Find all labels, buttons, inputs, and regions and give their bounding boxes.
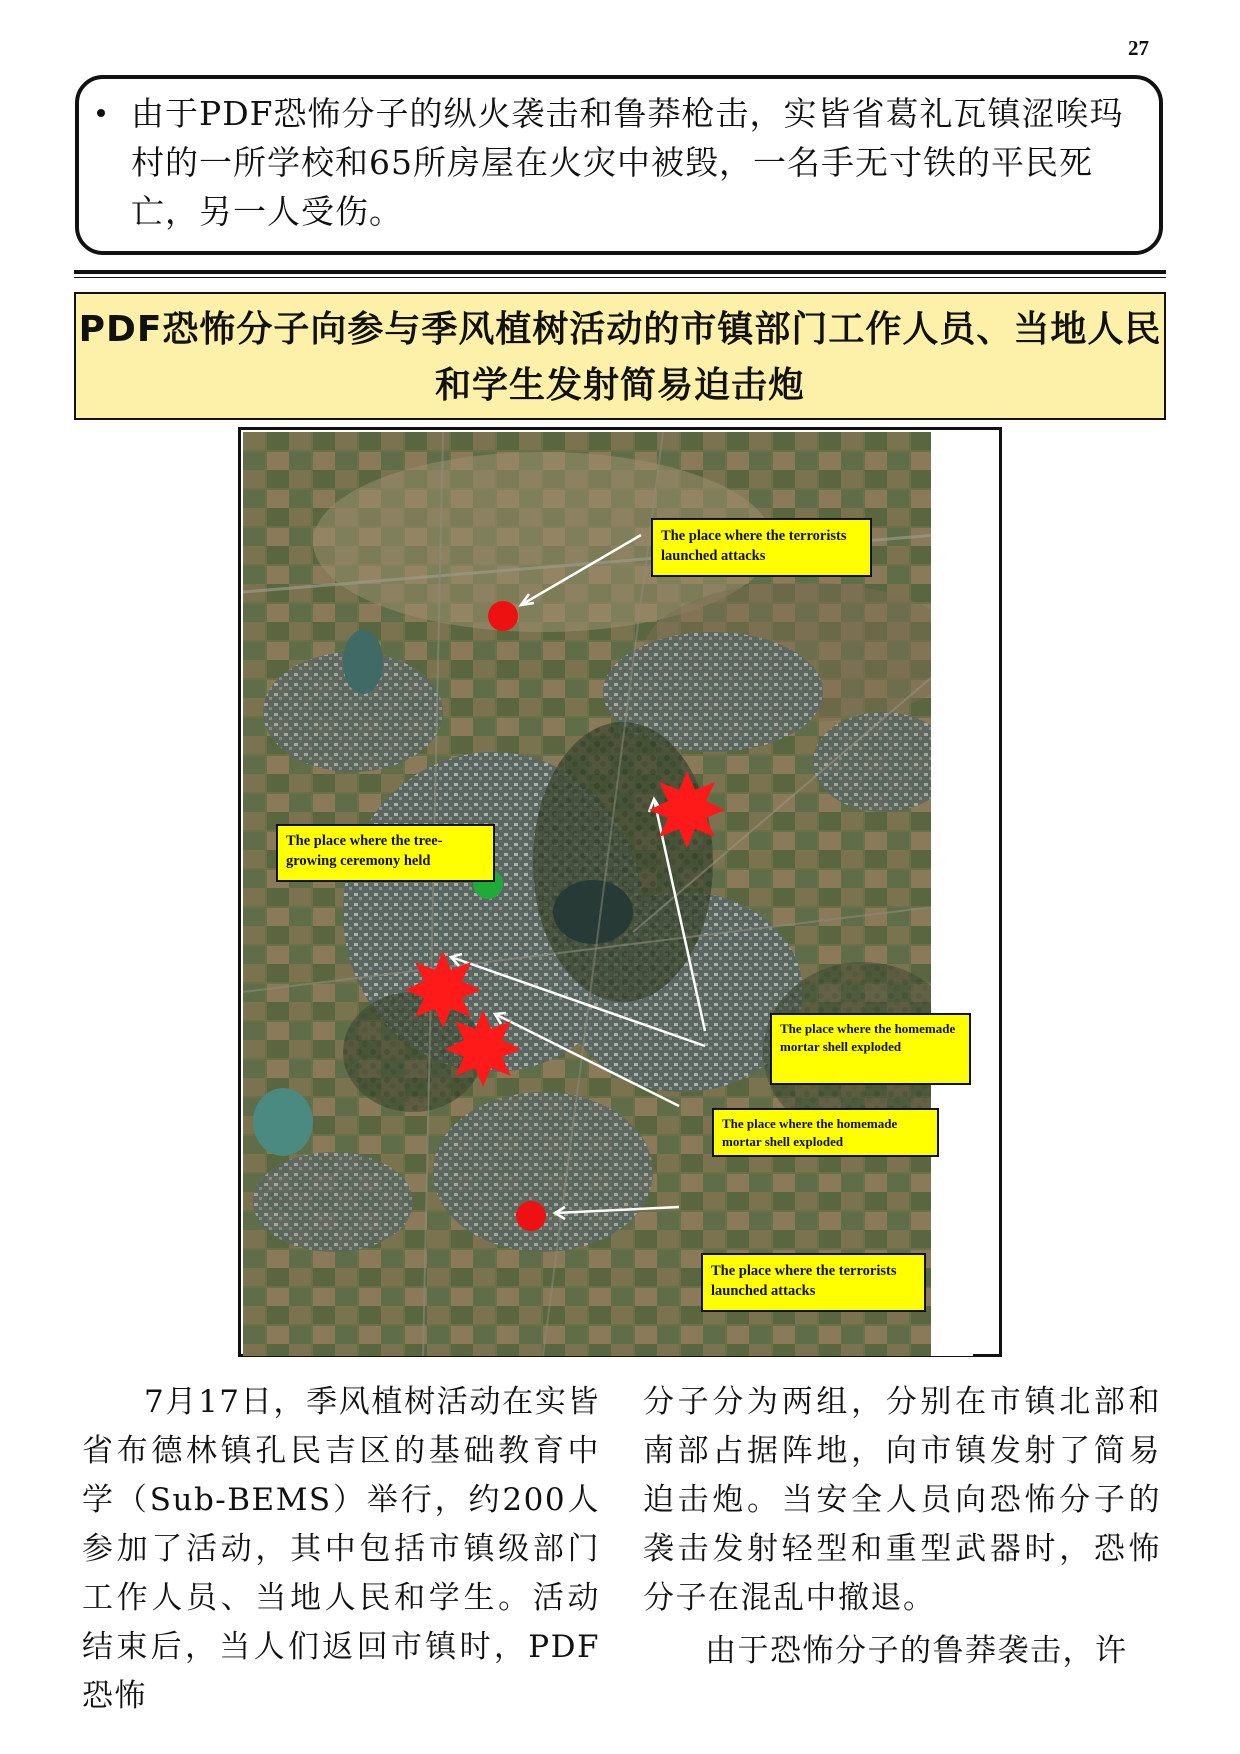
section-title bbox=[74, 292, 1166, 420]
callout-south-attack bbox=[701, 1253, 926, 1312]
body-column-right bbox=[643, 1378, 1161, 1676]
satellite-map bbox=[238, 427, 1002, 1357]
section-divider bbox=[74, 270, 1166, 274]
bullet-text: 由于PDF恐怖分子的纵火袭击和鲁莽枪击，实皆省葛礼瓦镇涩唉玛村的一所学校和65所房屋在火灾中被毁，一名手无寸铁的平民死亡，另一人受伤。 bbox=[131, 94, 1124, 231]
bullet-box bbox=[75, 75, 1163, 255]
callout-mortar-right-text: The place where the homemade mortar shell exploded bbox=[780, 1021, 956, 1054]
section-divider-thin bbox=[74, 277, 1166, 278]
body-paragraph-2: 由于恐怖分子的鲁莽袭击，许 bbox=[705, 1633, 1128, 1669]
callout-south-attack-text: The place where the terrorists launched attacks bbox=[711, 1263, 897, 1299]
callout-north-attack-text: The place where the terrorists launched attacks bbox=[661, 528, 847, 564]
callout-mortar-lower-text: The place where the homemade mortar shell exploded bbox=[722, 1116, 898, 1149]
body-column-left bbox=[82, 1378, 600, 1721]
section-title-line1: PDF恐怖分子向参与季风植树活动的市镇部门工作人员、当地人民 bbox=[78, 309, 1162, 350]
body-paragraph-1-continued: 分子分为两组，分别在市镇北部和南部占据阵地，向市镇发射了简易迫击炮。当安全人员向恐怖分子的袭击发射轻型和重型武器时，恐怖分子在混乱中撤退。 bbox=[643, 1384, 1161, 1616]
callout-mortar-lower bbox=[712, 1108, 939, 1157]
bullet-icon bbox=[97, 109, 105, 117]
section-title-line2: 和学生发射简易迫击炮 bbox=[434, 365, 805, 406]
south-attack-point bbox=[516, 1201, 546, 1231]
body-paragraph-1: 7月17日，季风植树活动在实皆省布德林镇孔民吉区的基础教育中学（Sub-BEMS）举行，约200人参加了活动，其中包括市镇级部门工作人员、当地人民和学生。活动结束后，当人们返回市镇时，PDF恐怖 bbox=[82, 1384, 600, 1714]
page-number: 27 bbox=[1128, 36, 1149, 60]
north-attack-point bbox=[488, 601, 518, 631]
callout-ceremony-text: The place where the tree-growing ceremony held bbox=[286, 833, 443, 869]
callout-mortar-right bbox=[770, 1013, 971, 1085]
callout-ceremony bbox=[276, 824, 495, 882]
callout-north-attack bbox=[651, 518, 872, 577]
